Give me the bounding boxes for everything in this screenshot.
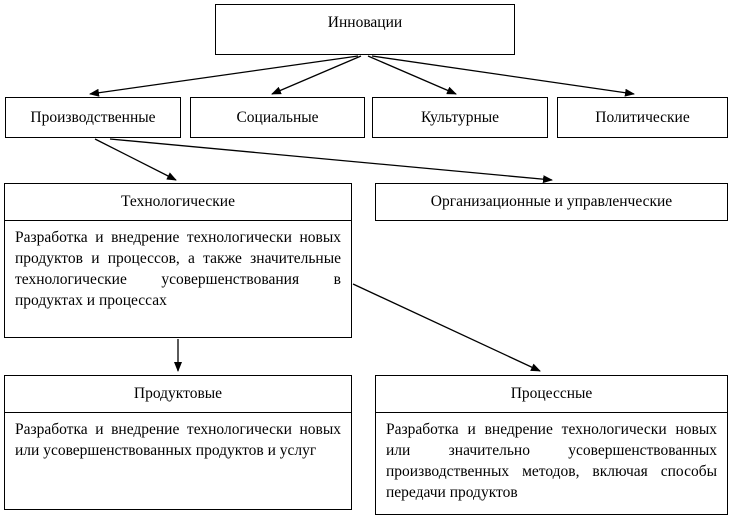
box-product-header — [5, 376, 351, 413]
box-technological — [4, 183, 352, 338]
arrow-technological-to-process — [353, 284, 540, 371]
box-cultural — [372, 97, 548, 138]
box-cultural-label: Культурные — [420, 108, 500, 126]
box-social-label: Социальные — [236, 108, 319, 126]
box-innovations — [215, 4, 515, 55]
arrow-production-to-technological — [95, 139, 176, 180]
box-social — [190, 97, 365, 138]
box-product-body: Разработка и внедрение технологически новых или усовершенствованных продуктов и услуг — [15, 421, 341, 459]
box-technological-header — [5, 184, 351, 221]
box-product — [4, 375, 352, 510]
box-production — [5, 97, 181, 138]
box-technological-title: Технологические — [121, 193, 235, 210]
box-organizational — [375, 183, 728, 221]
arrow-innovations-to-production — [90, 56, 358, 94]
box-product-title: Продуктовые — [133, 385, 223, 402]
box-innovations-label: Инновации — [327, 14, 403, 31]
arrow-innovations-to-cultural — [368, 56, 456, 94]
box-process-title: Процессные — [510, 385, 593, 402]
box-organizational-label: Организационные и управленческие — [430, 193, 673, 210]
box-process — [375, 375, 728, 515]
box-technological-body: Разработка и внедрение технологически новых продуктов и процессов, а также значительные технологические усовершенствования в продуктах и процессах — [15, 229, 341, 309]
arrow-innovations-to-political — [372, 56, 634, 94]
box-process-header — [376, 376, 727, 413]
box-political — [557, 97, 728, 138]
arrow-innovations-to-social — [272, 56, 361, 94]
arrow-production-to-organizational — [110, 139, 552, 180]
box-political-label: Политические — [595, 108, 690, 126]
box-process-body: Разработка и внедрение технологически новых или значительно усовершенствованных производственных методов, включая способы передачи продуктов — [386, 421, 717, 501]
box-production-label: Производственные — [30, 108, 156, 126]
